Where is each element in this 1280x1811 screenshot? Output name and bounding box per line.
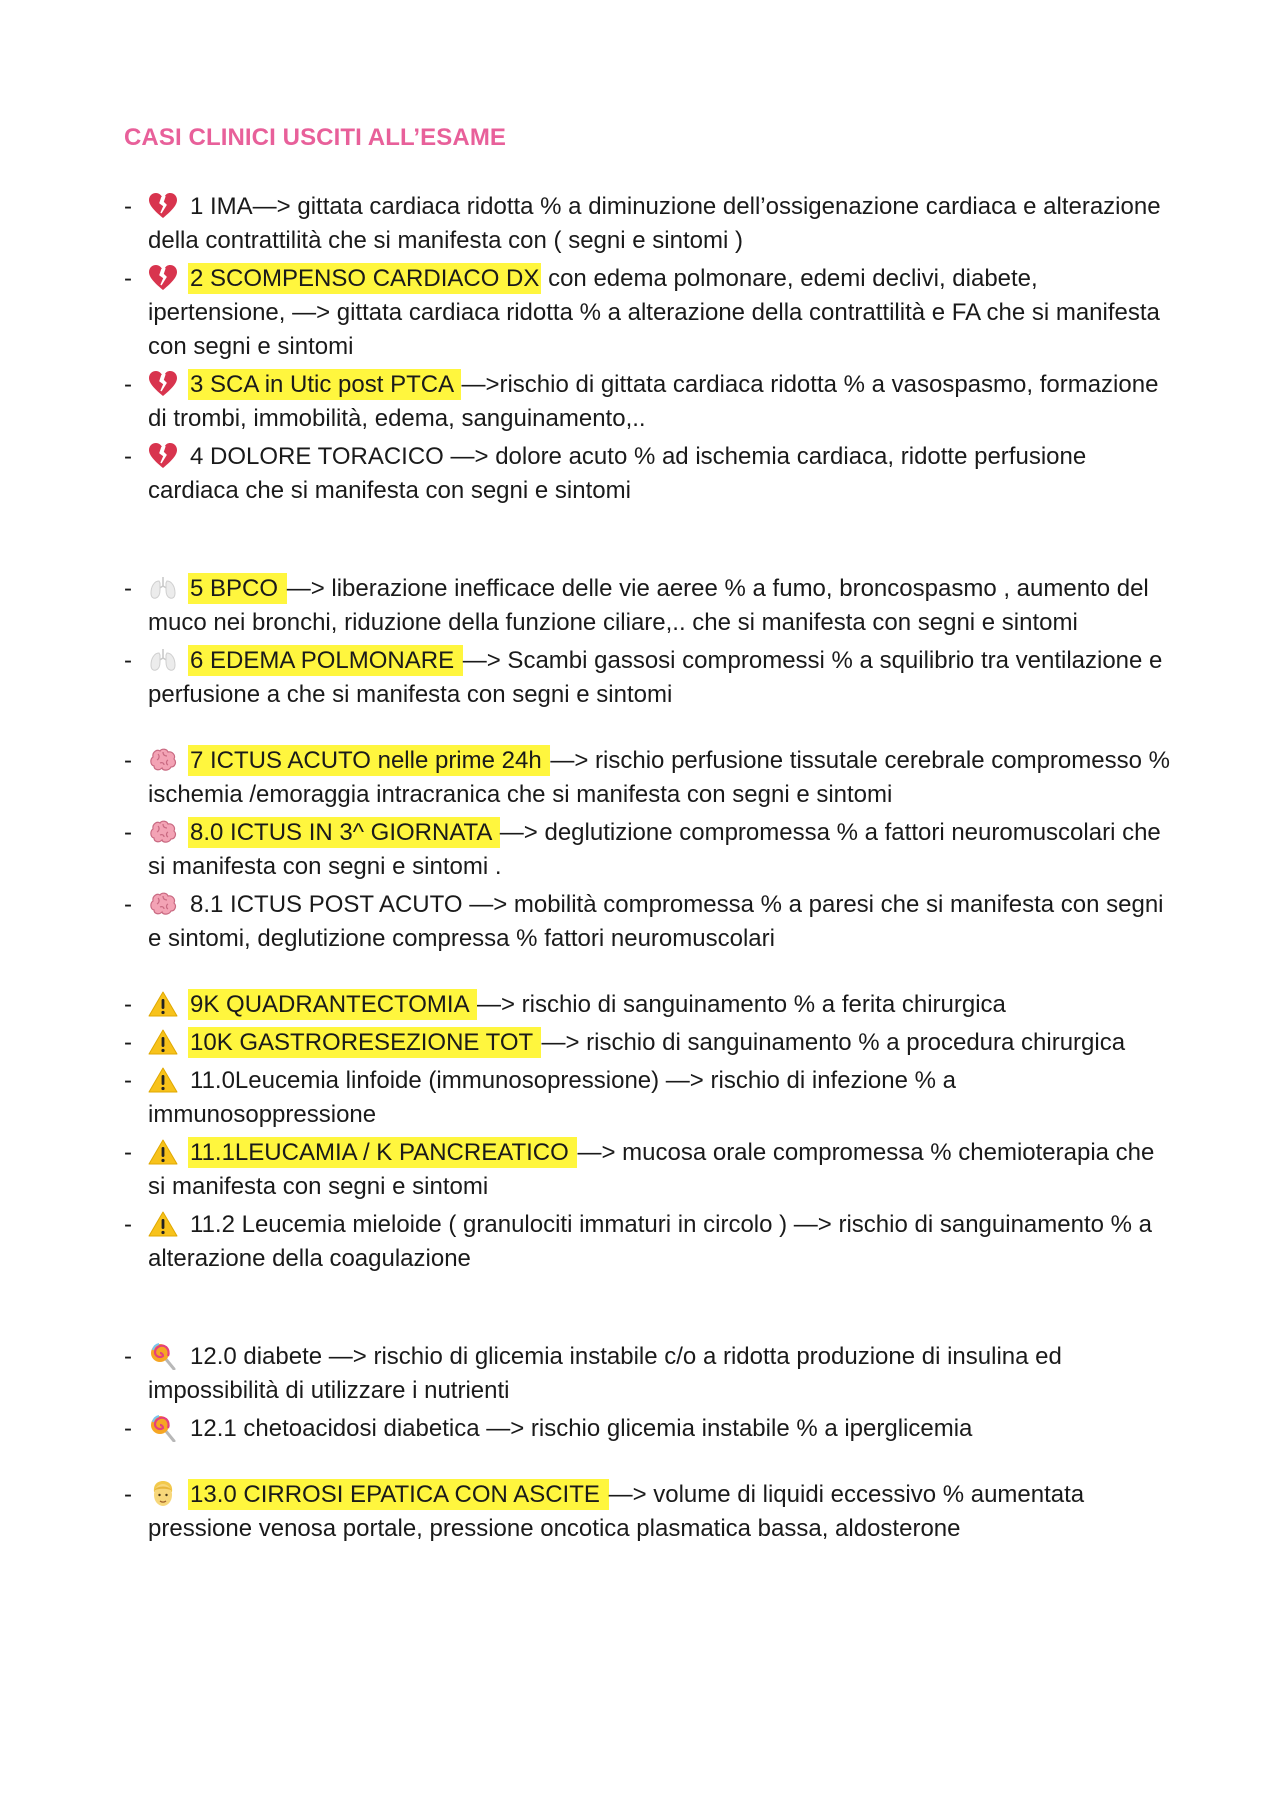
lollipop-icon: [148, 1414, 178, 1442]
item-highlight: 9K QUADRANTECTOMIA: [190, 991, 475, 1018]
bullet-dash: -: [124, 1211, 132, 1238]
list-item: [0, 1208, 1280, 1276]
item-text: 12.0 diabete —> rischio di glicemia instabile c/o a ridotta produzione di insulina ed impossibilità di utilizzare i nutrienti: [148, 1343, 1062, 1404]
bullet-dash: -: [124, 1343, 132, 1370]
bullet-dash: -: [124, 991, 132, 1018]
warning-icon: [148, 1138, 178, 1166]
item-highlight: 11.1LEUCAMIA / K PANCREATICO: [190, 1139, 576, 1166]
list-item: [0, 1064, 1280, 1132]
list-item: [0, 572, 1280, 640]
item-text: —> deglutizione compromessa % a fattori neuromuscolari che si manifesta con segni e sintomi .: [148, 819, 1161, 880]
lungs-icon: [148, 574, 178, 602]
bullet-dash: -: [124, 1139, 132, 1166]
bullet-dash: -: [124, 1029, 132, 1056]
bullet-dash: -: [124, 265, 132, 292]
list-item: [0, 816, 1280, 884]
list-item: [0, 744, 1280, 812]
list-item: [0, 1026, 1280, 1060]
warning-icon: [148, 1210, 178, 1238]
list-item: [0, 440, 1280, 508]
item-text: 11.0Leucemia linfoide (immunosopressione) —> rischio di infezione % a immunosoppressione: [148, 1067, 956, 1128]
item-text: 4 DOLORE TORACICO —> dolore acuto % ad ischemia cardiaca, ridotte perfusione cardiaca che si manifesta con segni e sintomi: [148, 443, 1087, 504]
broken-heart-icon: [148, 264, 178, 292]
item-text: —>rischio di gittata cardiaca ridotta % a vasospasmo, formazione di trombi, immobilità, edema, sanguinamento,..: [148, 371, 1159, 432]
item-highlight: 2 SCOMPENSO CARDIACO DX: [190, 265, 540, 292]
item-text: 12.1 chetoacidosi diabetica —> rischio glicemia instabile % a iperglicemia: [190, 1415, 973, 1442]
item-text: 8.1 ICTUS POST ACUTO —> mobilità compromessa % a paresi che si manifesta con segni e sintomi, deglutizione compressa % fattori neuromuscolari: [148, 891, 1164, 952]
bullet-dash: -: [124, 1415, 132, 1442]
bullet-dash: -: [124, 193, 132, 220]
bullet-dash: -: [124, 575, 132, 602]
list-item: [0, 368, 1280, 436]
broken-heart-icon: [148, 192, 178, 220]
broken-heart-icon: [148, 442, 178, 470]
list-item: [0, 1478, 1280, 1546]
list-item: [0, 1340, 1280, 1408]
list-item: [0, 262, 1280, 364]
item-text: —> rischio di sanguinamento % a ferita chirurgica: [476, 991, 1006, 1018]
item-highlight: 10K GASTRORESEZIONE TOT: [190, 1029, 540, 1056]
bullet-dash: -: [124, 371, 132, 398]
list-item: [0, 1136, 1280, 1204]
page-title: CASI CLINICI USCITI ALL’ESAME: [124, 124, 507, 151]
warning-icon: [148, 990, 178, 1018]
bullet-dash: -: [124, 1481, 132, 1508]
bullet-dash: -: [124, 443, 132, 470]
item-text: —> mucosa orale compromessa % chemioterapia che si manifesta con segni e sintomi: [148, 1139, 1155, 1200]
bullet-dash: -: [124, 819, 132, 846]
item-text: —> Scambi gassosi compromessi % a squilibrio tra ventilazione e perfusione a che si manifesta con segni e sintomi: [148, 647, 1163, 708]
list-item: [0, 190, 1280, 258]
item-highlight: 5 BPCO: [190, 575, 285, 602]
item-text: con edema polmonare, edemi declivi, diabete, ipertensione, —> gittata cardiaca ridotta % a alterazione della contrattilità e FA che si manifesta con segni e sintomi: [148, 265, 1160, 360]
bullet-dash: -: [124, 891, 132, 918]
item-text: 11.2 Leucemia mieloide ( granulociti immaturi in circolo ) —> rischio di sanguinamento % a alterazione della coagulazione: [148, 1211, 1152, 1272]
list-item: [0, 1412, 1280, 1446]
item-text: —> rischio di sanguinamento % a procedura chirurgica: [541, 1029, 1126, 1056]
list-item: [0, 888, 1280, 956]
jaundiced-face-icon: [148, 1480, 178, 1508]
bullet-dash: -: [124, 747, 132, 774]
lollipop-icon: [148, 1342, 178, 1370]
item-text: —> liberazione inefficace delle vie aeree % a fumo, broncospasmo , aumento del muco nei bronchi, riduzione della funzione ciliare,.. che si manifesta con segni e sintomi: [148, 575, 1149, 636]
item-text: 1 IMA—> gittata cardiaca ridotta % a diminuzione dell’ossigenazione cardiaca e alterazione della contrattilità che si manifesta con ( segni e sintomi ): [148, 193, 1161, 254]
item-text: —> rischio perfusione tissutale cerebrale compromesso % ischemia /emoraggia intracranica che si manifesta con segni e sintomi: [148, 747, 1170, 808]
list-item: [0, 644, 1280, 712]
brain-icon: [148, 746, 178, 774]
brain-icon: [148, 890, 178, 918]
bullet-dash: -: [124, 647, 132, 674]
item-highlight: 3 SCA in Utic post PTCA: [190, 371, 460, 398]
item-highlight: 7 ICTUS ACUTO nelle prime 24h: [190, 747, 549, 774]
broken-heart-icon: [148, 370, 178, 398]
list-item: [0, 988, 1280, 1022]
warning-icon: [148, 1066, 178, 1094]
item-text: —> volume di liquidi eccessivo % aumentata pressione venosa portale, pressione oncotica plasmatica bassa, aldosterone: [148, 1481, 1085, 1542]
item-highlight: 6 EDEMA POLMONARE: [190, 647, 461, 674]
lungs-icon: [148, 646, 178, 674]
bullet-dash: -: [124, 1067, 132, 1094]
item-highlight: 13.0 CIRROSI EPATICA CON ASCITE: [190, 1481, 607, 1508]
item-highlight: 8.0 ICTUS IN 3^ GIORNATA: [190, 819, 498, 846]
warning-icon: [148, 1028, 178, 1056]
brain-icon: [148, 818, 178, 846]
cases-list: [0, 190, 1280, 1546]
